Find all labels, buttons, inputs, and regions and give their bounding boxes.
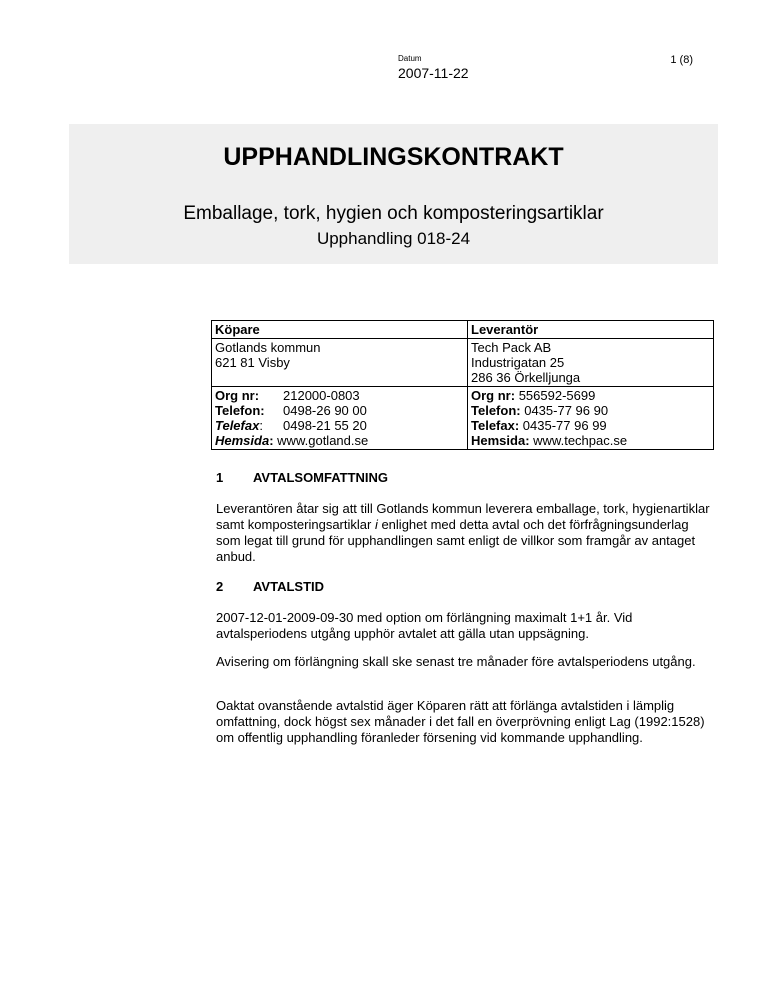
buyer-phone-value: 0498-26 90 00 xyxy=(283,403,367,418)
buyer-fax-label: Telefax xyxy=(215,418,260,433)
date-value: 2007-11-22 xyxy=(398,65,469,81)
buyer-fax-value: 0498-21 55 20 xyxy=(283,418,367,433)
supplier-phone-line xyxy=(471,403,710,418)
buyer-org-value: 212000-0803 xyxy=(283,388,360,403)
buyer-name: Gotlands kommun xyxy=(215,340,321,355)
section-1-title: AVTALSOMFATTNING xyxy=(253,470,389,485)
buyer-org-line xyxy=(215,388,464,403)
page-number: 1 (8) xyxy=(670,54,693,66)
supplier-contact-cell xyxy=(468,387,714,450)
buyer-address: 621 81 Visby xyxy=(215,355,290,370)
table-contact-row xyxy=(212,387,714,450)
buyer-web-colon: : xyxy=(269,433,274,448)
buyer-address-cell xyxy=(212,339,468,387)
section-1-paragraph xyxy=(216,501,716,565)
supplier-city: 286 36 Örkelljunga xyxy=(471,370,581,385)
buyer-contact-cell xyxy=(212,387,468,450)
date-label: Datum xyxy=(398,54,422,63)
supplier-org-line xyxy=(471,388,710,403)
section-2-paragraph-2: Avisering om förlängning skall ske senast tre månader före avtalsperiodens utgång. xyxy=(216,654,696,669)
supplier-phone-label: Telefon: xyxy=(471,403,521,418)
section-2-number: 2 xyxy=(216,579,224,594)
supplier-web-line xyxy=(471,433,710,448)
section-1-text-italic: i xyxy=(374,517,378,532)
supplier-org-label: Org nr: xyxy=(471,388,516,403)
supplier-fax-label: Telefax: xyxy=(471,418,520,433)
buyer-heading: Köpare xyxy=(212,321,468,339)
supplier-web-label: Hemsida: xyxy=(471,433,530,448)
procurement-number: Upphandling 018-24 xyxy=(316,229,471,248)
document-title: UPPHANDLINGSKONTRAKT xyxy=(223,143,564,171)
section-1-text-b: enlighet med detta avtal och det förfrågningsunderlag som legat till grund för upphandlingen samt enligt de villkor som framgår av antaget anbud. xyxy=(216,517,696,564)
table-header-row xyxy=(212,321,714,339)
section-1-number: 1 xyxy=(216,470,224,485)
section-2-title: AVTALSTID xyxy=(253,579,325,594)
document-subtitle: Emballage, tork, hygien och komposteringsartiklar xyxy=(183,203,604,224)
supplier-fax-line xyxy=(471,418,710,433)
supplier-phone-value: 0435-77 96 90 xyxy=(524,403,609,418)
supplier-heading: Leverantör xyxy=(468,321,714,339)
buyer-web-line xyxy=(215,433,464,448)
section-1-text-a: Leverantören åtar sig att till Gotlands kommun leverera emballage, tork, hygienartiklar samt komposteringsartiklar xyxy=(216,501,710,532)
table-address-row xyxy=(212,339,714,387)
buyer-org-label: Org nr: xyxy=(215,388,260,403)
parties-table xyxy=(211,320,714,450)
buyer-fax-colon: : xyxy=(259,418,263,433)
buyer-phone-line xyxy=(215,403,464,418)
buyer-web-label: Hemsida xyxy=(215,433,270,448)
supplier-org-value: 556592-5699 xyxy=(518,388,596,403)
supplier-name: Tech Pack AB xyxy=(471,340,552,355)
buyer-phone-label: Telefon: xyxy=(215,403,265,418)
section-2-paragraph-3: Oaktat ovanstående avtalstid äger Köparen rätt att förlänga avtalstiden i lämplig omfattning, dock högst sex månader i det fall en överprövning enligt Lag (1992:1528) om offentlig upphandling föranleder försening vid kommande upphandling. xyxy=(216,698,705,745)
supplier-street: Industrigatan 25 xyxy=(471,355,565,370)
buyer-web-value: www.gotland.se xyxy=(277,433,369,448)
supplier-fax-value: 0435-77 96 99 xyxy=(522,418,607,433)
section-2-paragraph-1: 2007-12-01-2009-09-30 med option om förlängning maximalt 1+1 år. Vid avtalsperiodens utgång upphör avtalet att gälla utan uppsägning. xyxy=(216,610,633,641)
supplier-web-value: www.techpac.se xyxy=(533,433,628,448)
supplier-address-cell xyxy=(468,339,714,387)
buyer-fax-line xyxy=(215,418,464,433)
